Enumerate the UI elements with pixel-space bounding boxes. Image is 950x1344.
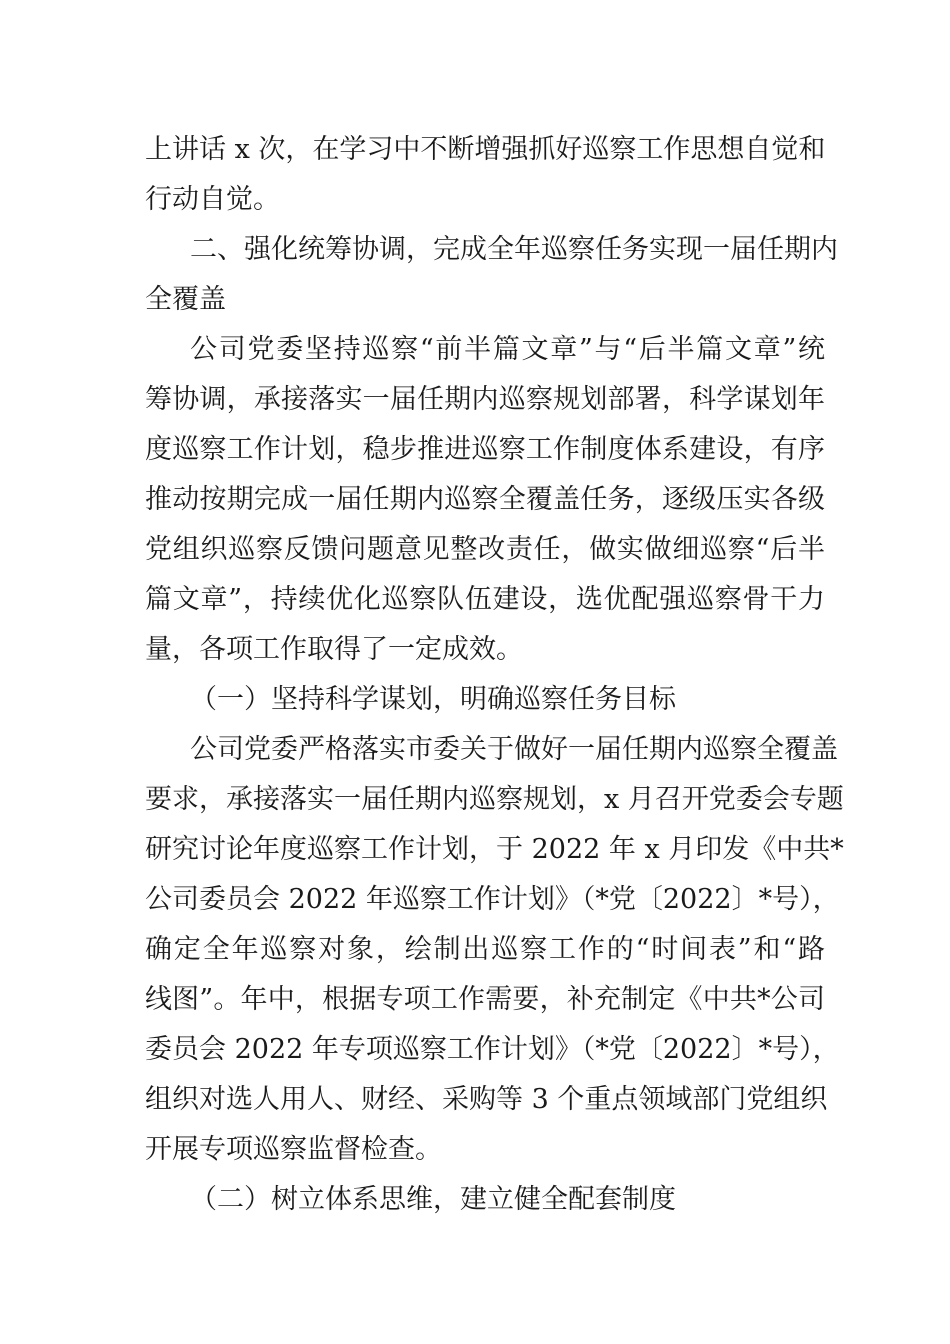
text-line: 开展专项巡察监督检查。	[145, 1134, 442, 1165]
text-line: 篇文章”，持续优化巡察队伍建设，选优配强巡察骨干力	[145, 584, 825, 615]
text-line: 行动自觉。	[145, 184, 280, 215]
text-line: 组织对选人用人、财经、采购等 3 个重点领域部门党组织	[145, 1084, 828, 1115]
text-line: 公司党委严格落实市委关于做好一届任期内巡察全覆盖	[190, 734, 838, 765]
section-heading-continued: 全覆盖	[145, 284, 226, 315]
text-line: 量，各项工作取得了一定成效。	[145, 634, 523, 665]
text-line: 研究讨论年度巡察工作计划，于 2022 年 x 月印发《中共*	[145, 834, 844, 865]
text-line: 确定全年巡察对象，绘制出巡察工作的“时间表”和“路	[145, 934, 825, 965]
section-heading: 二、强化统筹协调，完成全年巡察任务实现一届任期内	[190, 234, 838, 265]
text-line: 党组织巡察反馈问题意见整改责任，做实做细巡察“后半	[145, 534, 825, 565]
subsection-heading: （一）坚持科学谋划，明确巡察任务目标	[190, 684, 676, 715]
text-line: 筹协调，承接落实一届任期内巡察规划部署，科学谋划年	[145, 384, 825, 415]
text-line: 线图”。年中，根据专项工作需要，补充制定《中共*公司	[145, 984, 825, 1015]
text-line: 度巡察工作计划，稳步推进巡察工作制度体系建设，有序	[145, 434, 825, 465]
text-line: 公司党委坚持巡察“前半篇文章”与“后半篇文章”统	[190, 334, 825, 365]
subsection-heading: （二）树立体系思维，建立健全配套制度	[190, 1184, 676, 1215]
text-line: 要求，承接落实一届任期内巡察规划，x 月召开党委会专题	[145, 784, 844, 815]
text-line: 委员会 2022 年专项巡察工作计划》（*党〔2022〕*号），	[145, 1034, 840, 1065]
text-line: 上讲话 x 次，在学习中不断增强抓好巡察工作思想自觉和	[145, 134, 826, 165]
text-line: 公司委员会 2022 年巡察工作计划》（*党〔2022〕*号），	[145, 884, 840, 915]
text-line: 推动按期完成一届任期内巡察全覆盖任务，逐级压实各级	[145, 484, 825, 515]
